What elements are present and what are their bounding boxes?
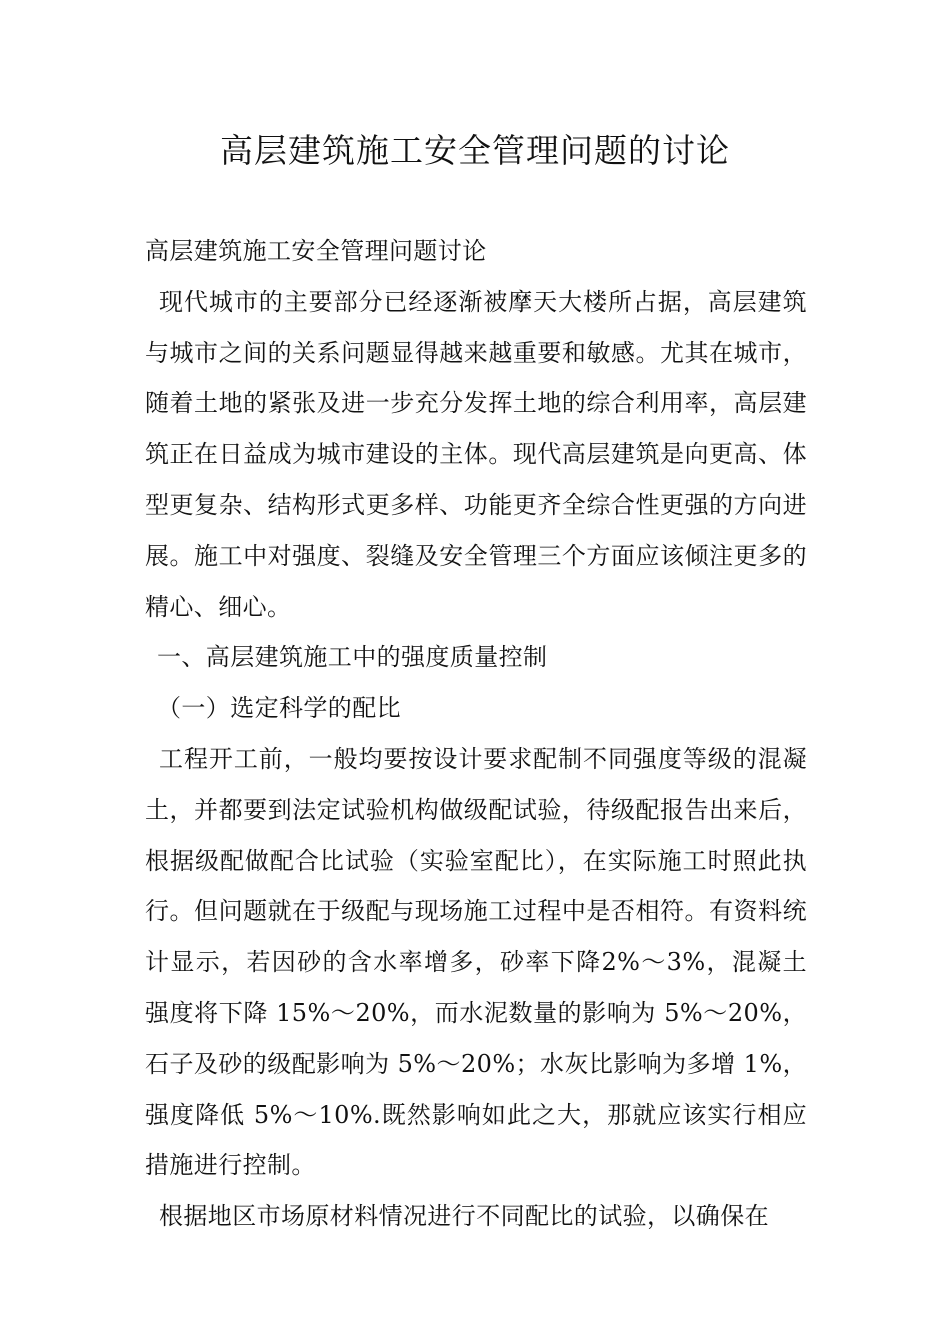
subsection-heading-1-1: （一）选定科学的配比 bbox=[157, 694, 401, 723]
paragraph-materials: 根据地区市场原材料情况进行不同配比的试验，以确保在 bbox=[159, 1202, 769, 1231]
paragraph-mix-ratio: 工程开工前，一般均要按设计要求配制不同强度等级的混凝土，并都要到法定试验机构做级配试验，待级配报告出来后，根据级配做配合比试验（实验室配比），在实际施工时照此执行。但问题就在于级配与现场施工过程中是否相符。有资料统计显示，若因砂的含水率增多，砂率下降2%～3%，混凝土强度将下降 15%～20%，而水泥数量的影响为 5%～20%，石子及砂的级配影响为 5%～20%；水灰比影响为多增 1%，强度降低 5%～10%.既然影响如此之大，那就应该实行相应措施进行控制。 bbox=[145, 744, 807, 1180]
section-heading-1: 一、高层建筑施工中的强度质量控制 bbox=[157, 643, 548, 672]
paragraph-intro: 现代城市的主要部分已经逐渐被摩天大楼所占据，高层建筑与城市之间的关系问题显得越来越重要和敏感。尤其在城市，随着土地的紧张及进一步充分发挥土地的综合利用率，高层建筑正在日益成为城市建设的主体。现代高层建筑是向更高、体型更复杂、结构形式更多样、功能更齐全综合性更强的方向进展。施工中对强度、裂缝及安全管理三个方面应该倾注更多的精心、细心。 bbox=[145, 287, 807, 621]
document-body bbox=[145, 226, 807, 1242]
document-title: 高层建筑施工安全管理问题的讨论 bbox=[220, 131, 730, 170]
document-subtitle: 高层建筑施工安全管理问题讨论 bbox=[145, 237, 487, 265]
